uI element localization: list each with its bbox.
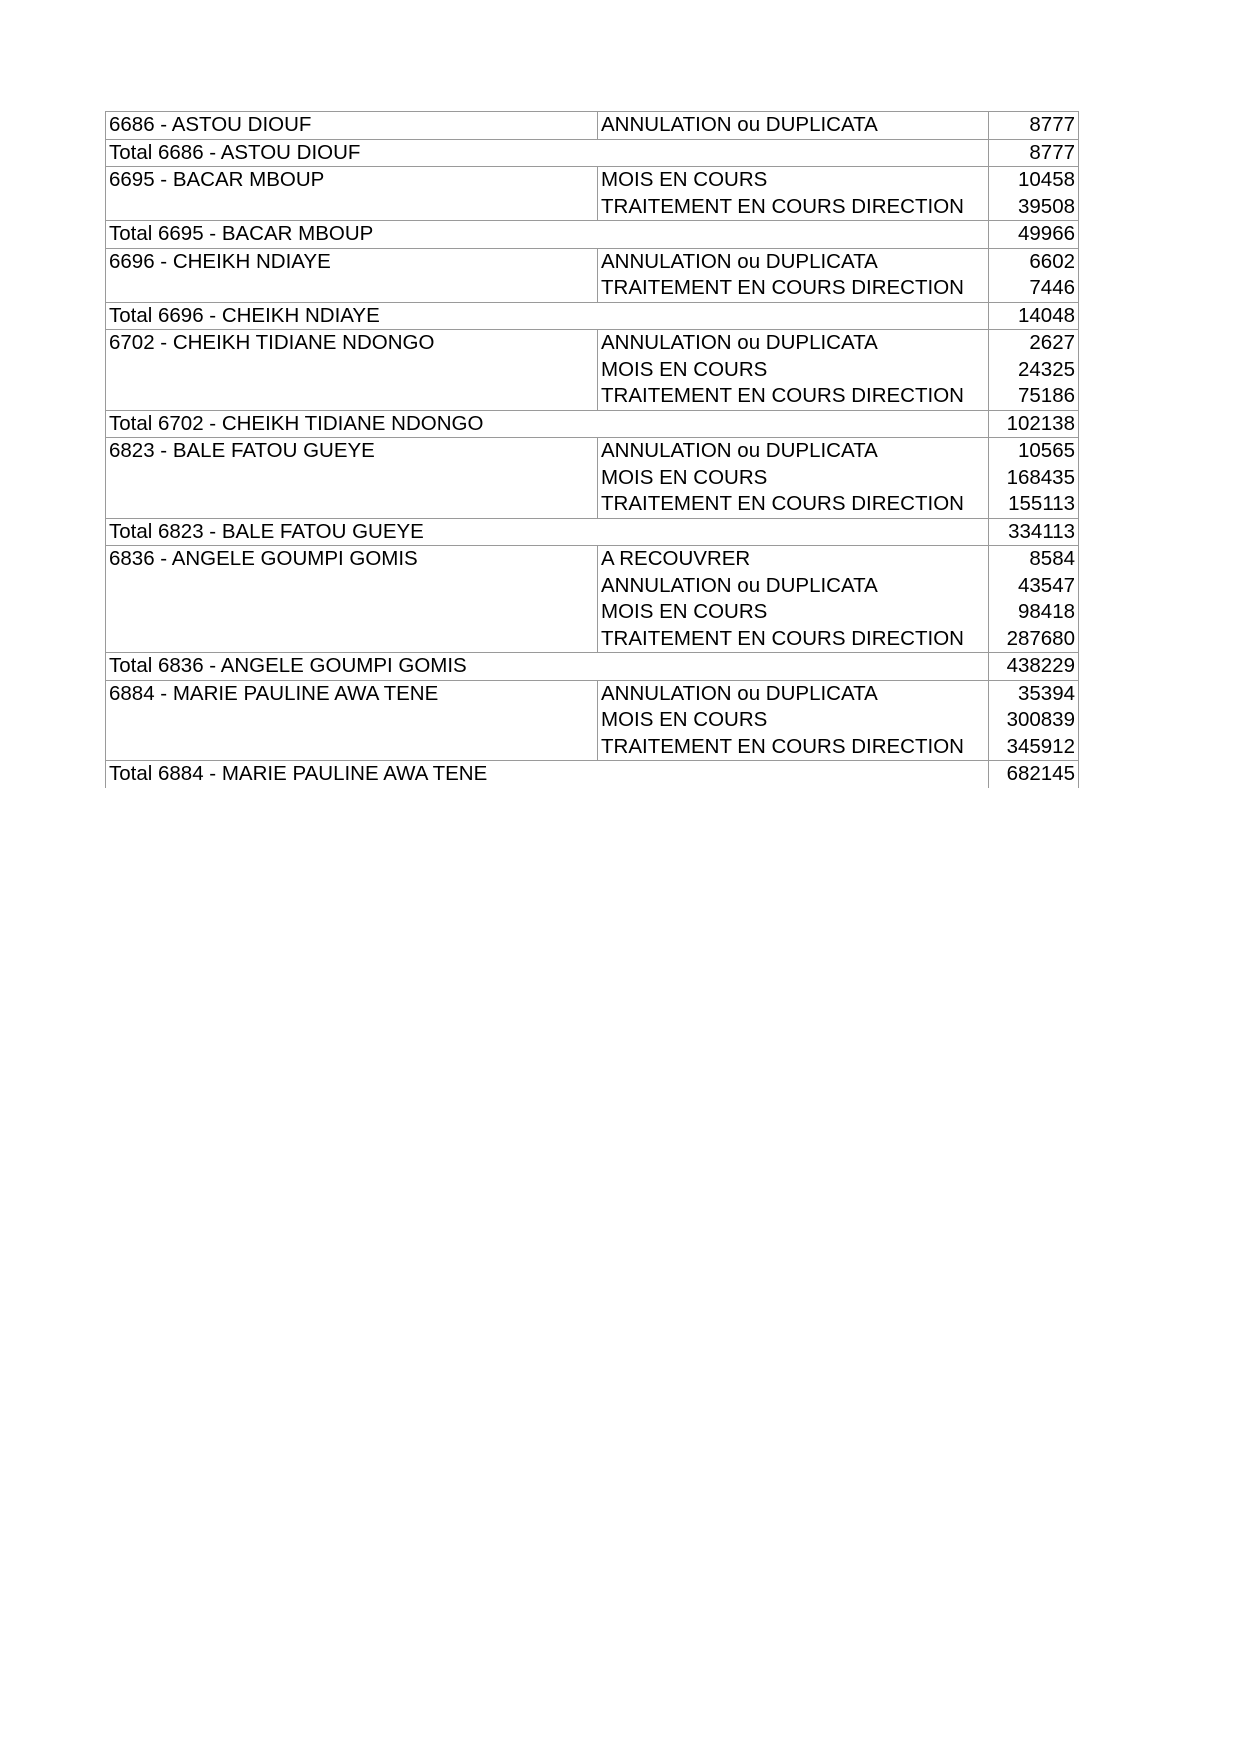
employee-name: 6884 - MARIE PAULINE AWA TENE <box>106 680 598 707</box>
operation-amount: 287680 <box>989 626 1079 653</box>
operation-amount: 7446 <box>989 275 1079 302</box>
employee-name: 6696 - CHEIKH NDIAYE <box>106 248 598 275</box>
operation-type: MOIS EN COURS <box>598 465 989 492</box>
total-row <box>106 518 1079 546</box>
empty-cell <box>106 194 598 221</box>
total-amount: 49966 <box>989 221 1079 249</box>
table-row <box>106 275 1079 302</box>
table-row <box>106 707 1079 734</box>
total-label: Total 6702 - CHEIKH TIDIANE NDONGO <box>106 410 989 438</box>
table-row <box>106 573 1079 600</box>
operation-type: MOIS EN COURS <box>598 167 989 194</box>
table-row <box>106 248 1079 275</box>
operation-amount: 98418 <box>989 599 1079 626</box>
table-row <box>106 383 1079 410</box>
operation-amount: 155113 <box>989 491 1079 518</box>
empty-cell <box>106 275 598 302</box>
total-label: Total 6884 - MARIE PAULINE AWA TENE <box>106 761 989 788</box>
operation-type: ANNULATION ou DUPLICATA <box>598 438 989 465</box>
total-amount: 14048 <box>989 302 1079 330</box>
total-amount: 102138 <box>989 410 1079 438</box>
table-row <box>106 546 1079 573</box>
operation-type: TRAITEMENT EN COURS DIRECTION <box>598 734 989 761</box>
total-row <box>106 139 1079 167</box>
operation-amount: 10565 <box>989 438 1079 465</box>
total-row <box>106 761 1079 788</box>
table-row <box>106 680 1079 707</box>
table-row <box>106 167 1079 194</box>
empty-cell <box>106 357 598 384</box>
operation-type: ANNULATION ou DUPLICATA <box>598 330 989 357</box>
report-table <box>105 111 1079 788</box>
table-row <box>106 599 1079 626</box>
total-amount: 438229 <box>989 653 1079 681</box>
total-row <box>106 221 1079 249</box>
empty-cell <box>106 707 598 734</box>
total-amount: 682145 <box>989 761 1079 788</box>
table-row <box>106 112 1079 140</box>
operation-type: A RECOUVRER <box>598 546 989 573</box>
table-row <box>106 734 1079 761</box>
operation-amount: 10458 <box>989 167 1079 194</box>
operation-type: ANNULATION ou DUPLICATA <box>598 680 989 707</box>
operation-type: ANNULATION ou DUPLICATA <box>598 112 989 140</box>
empty-cell <box>106 573 598 600</box>
empty-cell <box>106 599 598 626</box>
total-label: Total 6695 - BACAR MBOUP <box>106 221 989 249</box>
table-row <box>106 357 1079 384</box>
operation-type: TRAITEMENT EN COURS DIRECTION <box>598 626 989 653</box>
operation-type: MOIS EN COURS <box>598 599 989 626</box>
total-amount: 8777 <box>989 139 1079 167</box>
empty-cell <box>106 626 598 653</box>
empty-cell <box>106 734 598 761</box>
employee-name: 6686 - ASTOU DIOUF <box>106 112 598 140</box>
table-row <box>106 491 1079 518</box>
operation-type: TRAITEMENT EN COURS DIRECTION <box>598 275 989 302</box>
operation-amount: 43547 <box>989 573 1079 600</box>
total-label: Total 6836 - ANGELE GOUMPI GOMIS <box>106 653 989 681</box>
employee-name: 6836 - ANGELE GOUMPI GOMIS <box>106 546 598 573</box>
operation-type: TRAITEMENT EN COURS DIRECTION <box>598 491 989 518</box>
employee-name: 6702 - CHEIKH TIDIANE NDONGO <box>106 330 598 357</box>
operation-amount: 8777 <box>989 112 1079 140</box>
operation-type: ANNULATION ou DUPLICATA <box>598 573 989 600</box>
operation-amount: 39508 <box>989 194 1079 221</box>
operation-type: MOIS EN COURS <box>598 357 989 384</box>
employee-name: 6823 - BALE FATOU GUEYE <box>106 438 598 465</box>
operation-amount: 345912 <box>989 734 1079 761</box>
operation-amount: 300839 <box>989 707 1079 734</box>
total-label: Total 6686 - ASTOU DIOUF <box>106 139 989 167</box>
report-table-body <box>106 112 1079 788</box>
operation-type: ANNULATION ou DUPLICATA <box>598 248 989 275</box>
empty-cell <box>106 491 598 518</box>
total-row <box>106 653 1079 681</box>
table-row <box>106 465 1079 492</box>
empty-cell <box>106 465 598 492</box>
operation-amount: 24325 <box>989 357 1079 384</box>
operation-type: TRAITEMENT EN COURS DIRECTION <box>598 194 989 221</box>
operation-type: MOIS EN COURS <box>598 707 989 734</box>
empty-cell <box>106 383 598 410</box>
table-row <box>106 330 1079 357</box>
total-row <box>106 410 1079 438</box>
operation-amount: 6602 <box>989 248 1079 275</box>
operation-type: TRAITEMENT EN COURS DIRECTION <box>598 383 989 410</box>
operation-amount: 75186 <box>989 383 1079 410</box>
employee-name: 6695 - BACAR MBOUP <box>106 167 598 194</box>
total-label: Total 6823 - BALE FATOU GUEYE <box>106 518 989 546</box>
operation-amount: 168435 <box>989 465 1079 492</box>
operation-amount: 2627 <box>989 330 1079 357</box>
operation-amount: 8584 <box>989 546 1079 573</box>
table-row <box>106 194 1079 221</box>
table-row <box>106 438 1079 465</box>
total-amount: 334113 <box>989 518 1079 546</box>
operation-amount: 35394 <box>989 680 1079 707</box>
total-row <box>106 302 1079 330</box>
total-label: Total 6696 - CHEIKH NDIAYE <box>106 302 989 330</box>
table-row <box>106 626 1079 653</box>
